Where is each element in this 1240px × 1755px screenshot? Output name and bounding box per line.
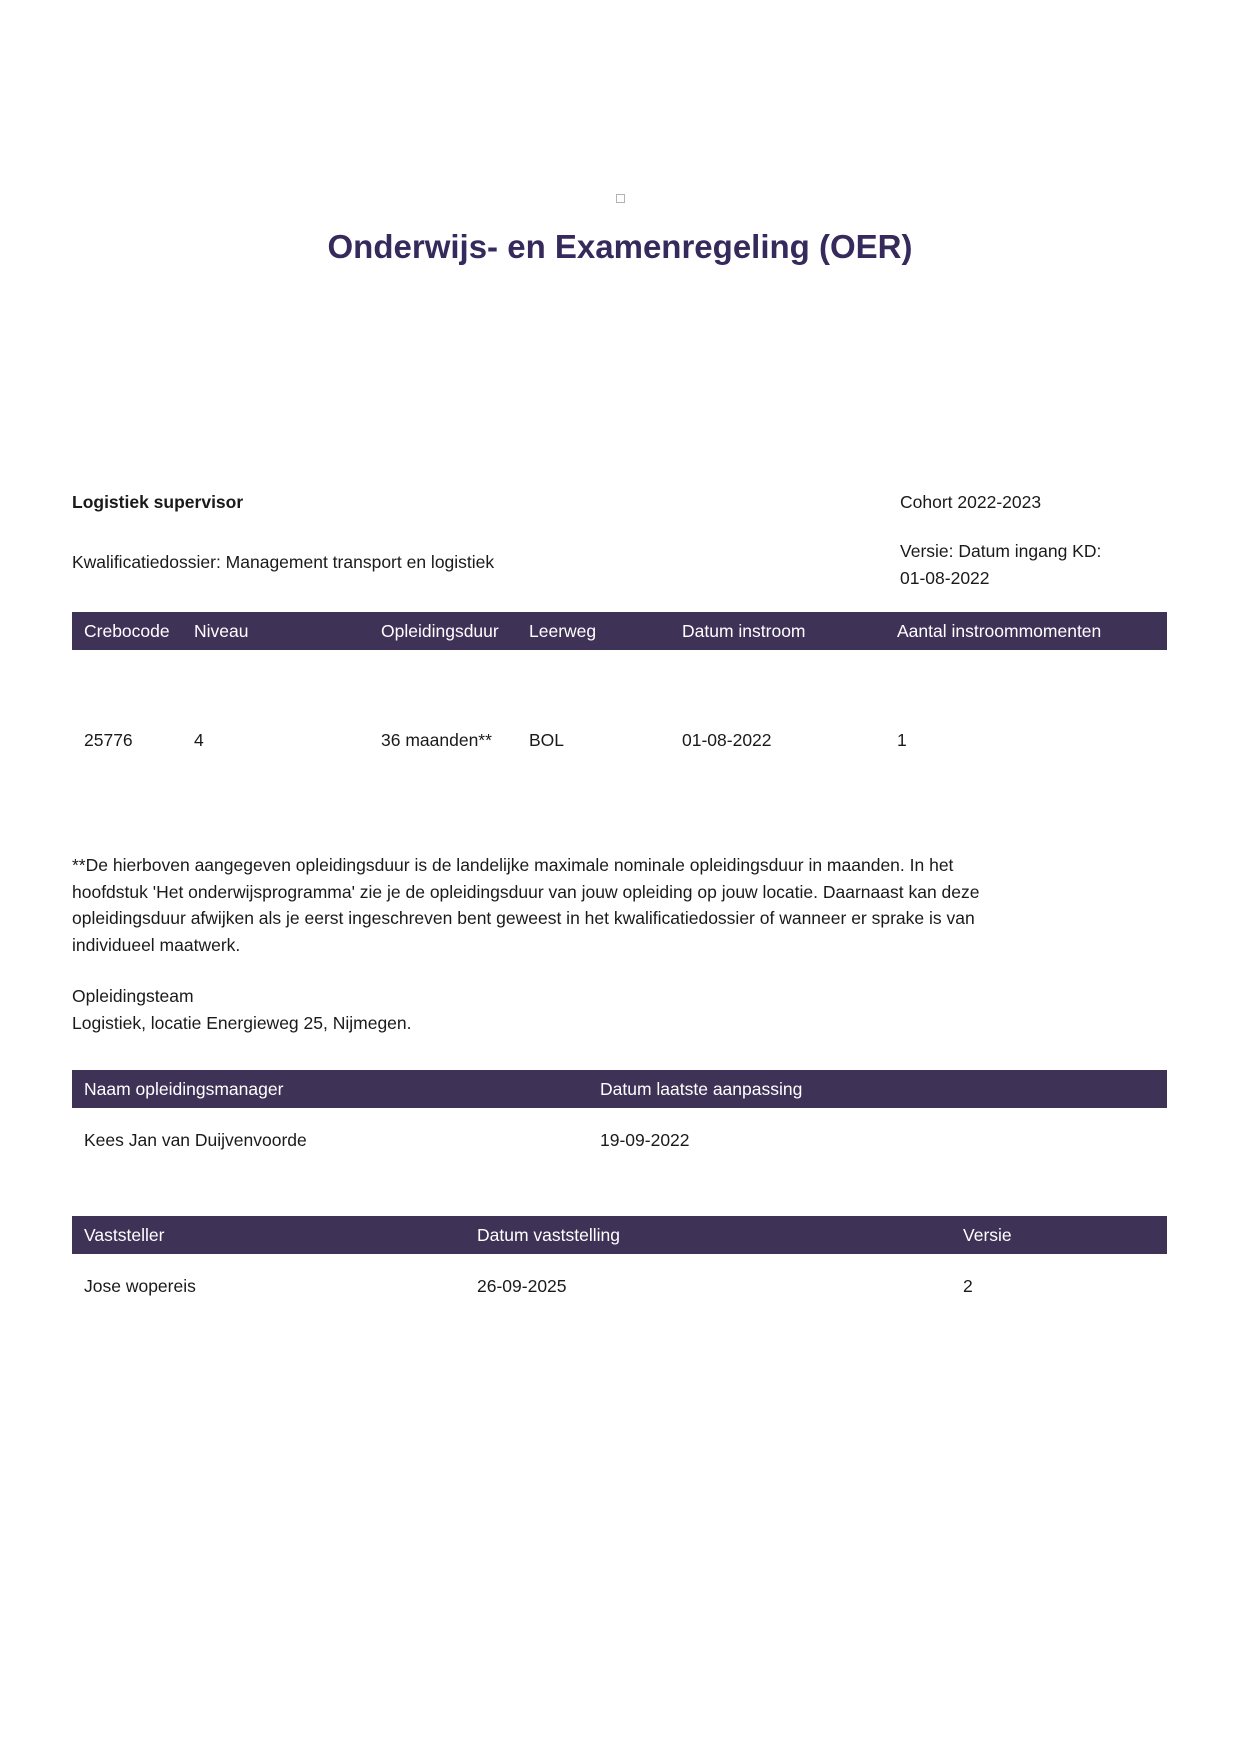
- table-row: [72, 1254, 1167, 1307]
- column-header: Datum laatste aanpassing: [600, 1079, 803, 1099]
- opleidingsteam-label: Opleidingsteam: [72, 986, 194, 1006]
- aantal-instroommomenten-value: 1: [897, 730, 907, 750]
- column-header: Crebocode: [84, 621, 170, 641]
- versie-line-1: Versie: Datum ingang KD:: [900, 541, 1102, 561]
- cohort-label: Cohort 2022-2023: [900, 492, 1042, 512]
- column-header: Naam opleidingsmanager: [84, 1079, 284, 1099]
- manager-name-value: Kees Jan van Duijvenvoorde: [84, 1130, 307, 1150]
- versie-block: [900, 538, 1160, 592]
- team-location: Logistiek, locatie Energieweg 25, Nijmegen.: [72, 1013, 412, 1033]
- opleidingsduur-footnote: [72, 852, 1147, 958]
- page-title: Onderwijs- en Examenregeling (OER): [327, 228, 913, 265]
- column-header: Niveau: [194, 621, 249, 641]
- table-row: [72, 650, 1167, 761]
- column-header: Datum vaststelling: [477, 1225, 620, 1245]
- footnote-line: hoofdstuk 'Het onderwijsprogramma' zie je de opleidingsduur van jouw opleiding op jouw locatie. Daarnaast kan deze: [72, 881, 980, 902]
- program-table-header-row: [72, 612, 1167, 650]
- column-header: Aantal instroommomenten: [897, 621, 1102, 641]
- leerweg-value: BOL: [529, 730, 565, 750]
- table-row: [72, 1108, 1167, 1161]
- column-header: Vaststeller: [84, 1225, 165, 1245]
- manager-table-header-row: [72, 1070, 1167, 1108]
- vaststelling-table: [72, 1216, 1167, 1307]
- datum-instroom-value: 01-08-2022: [682, 730, 772, 750]
- column-header: Versie: [963, 1225, 1012, 1245]
- kwalificatiedossier-label: Kwalificatiedossier: Management transport en logistiek: [72, 552, 495, 572]
- opleidingsduur-value: 36 maanden**: [381, 730, 492, 750]
- program-name: Logistiek supervisor: [72, 492, 244, 512]
- footnote-line: **De hierboven aangegeven opleidingsduur is de landelijke maximale nominale opleidingsduur in maanden. In het: [72, 855, 954, 875]
- versie-line-2: 01-08-2022: [900, 568, 990, 588]
- column-header: Leerweg: [529, 621, 597, 641]
- image-placeholder-icon: [616, 194, 625, 203]
- datum-vaststelling-value: 26-09-2025: [477, 1276, 567, 1296]
- crebocode-value: 25776: [84, 730, 133, 750]
- column-header: Datum instroom: [682, 621, 806, 641]
- vaststeller-value: Jose wopereis: [84, 1276, 196, 1296]
- versie-value: 2: [963, 1276, 973, 1296]
- niveau-value: 4: [194, 730, 204, 750]
- footnote-line: opleidingsduur afwijken als je eerst ingeschreven bent geweest in het kwalificatiedossier of wanneer er sprake is van: [72, 908, 975, 928]
- manager-table: [72, 1070, 1167, 1161]
- footnote-line: individueel maatwerk.: [72, 934, 241, 955]
- laatste-aanpassing-value: 19-09-2022: [600, 1130, 690, 1150]
- column-header: Opleidingsduur: [381, 621, 499, 641]
- opleidingsteam-block: [72, 983, 412, 1037]
- program-table: [72, 612, 1167, 761]
- vaststelling-table-header-row: [72, 1216, 1167, 1254]
